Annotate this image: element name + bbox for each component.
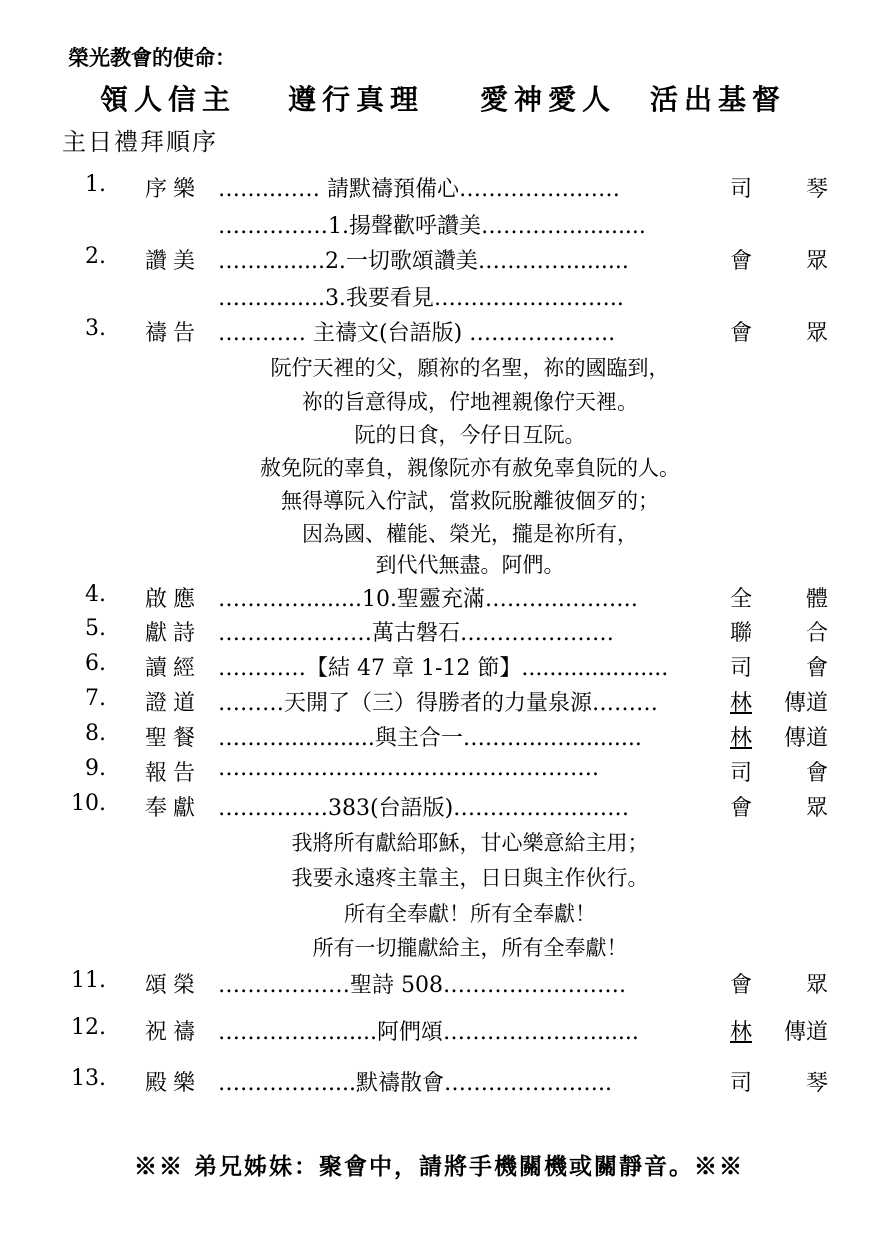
item-number: 1. — [85, 172, 106, 197]
order-item — [0, 791, 878, 823]
item-leader: 會 眾 — [730, 973, 828, 998]
item-number: 7. — [85, 686, 106, 711]
prayer-line: 阮佇天裡的父，願祢的名聖，祢的國臨到， — [270, 356, 670, 380]
item-label: 讀經 — [145, 656, 202, 681]
prayer-line: 祢的旨意得成，佇地裡親像佇天裡。 — [302, 390, 638, 414]
item-label: 讚美 — [145, 249, 202, 274]
phone-notice: ※※ 弟兄姊妹：聚會中，請將手機關機或關靜音。※※ — [133, 1153, 744, 1180]
item-number: 2. — [85, 244, 106, 269]
item-content: ……………....默禱散會………………….. — [218, 1071, 612, 1096]
item-number: 11. — [71, 968, 106, 993]
order-item — [0, 316, 878, 348]
item-content: …….........2.一切歌頌讚美…………......... — [218, 249, 629, 274]
item-number: 12. — [71, 1015, 106, 1040]
order-item — [0, 721, 878, 753]
prayer-line: 因為國、權能、榮光，攏是祢所有， — [302, 522, 638, 546]
item-leader: 會 眾 — [730, 321, 828, 346]
item-content: ………………聖詩 508……………………. — [218, 973, 626, 998]
item-leader: 會 眾 — [730, 249, 828, 274]
offering-lyric-line: 所有全奉獻！所有全奉獻！ — [344, 902, 596, 926]
order-item — [0, 686, 878, 718]
item-leader: 全 體 — [730, 587, 828, 612]
item-label: 報告 — [145, 761, 202, 786]
item-content: …………【結 47 章 1-12 節】..................... — [218, 656, 669, 681]
item-label: 證道 — [145, 691, 202, 716]
order-item — [0, 968, 878, 1000]
item-content: …………….......阿們頌…………………...... — [218, 1020, 639, 1045]
offering-lyric-line: 我要永遠疼主靠主，日日與主作伙行。 — [291, 866, 649, 890]
mission-title: 榮光教會的使命： — [68, 45, 236, 70]
item-leader: 會 眾 — [730, 796, 828, 821]
item-leader: 司 會 — [730, 761, 828, 786]
order-title: 主日禮拜順序 — [62, 128, 218, 156]
prayer-line: 無得導阮入佇試，當救阮脫離彼個歹的； — [281, 489, 659, 513]
item-content: ……..…… 請默禱預備心…………….…… — [218, 177, 620, 202]
order-item — [0, 616, 878, 648]
mission-statement — [100, 78, 790, 116]
prayer-line: 阮的日食，今仔日互阮。 — [354, 423, 586, 447]
order-item — [0, 1015, 878, 1047]
item-label: 啟應 — [145, 587, 202, 612]
item-subline: …….........3.我要看見…………………….. — [218, 286, 624, 311]
item-subline: ……………1.揚聲歡呼讚美…………........... — [218, 214, 646, 239]
prayer-line: 到代代無盡。阿們。 — [375, 553, 565, 577]
item-number: 13. — [71, 1066, 106, 1091]
prayer-line: 赦免阮的辜負，親像阮亦有赦免辜負阮的人。 — [260, 456, 680, 480]
mission-part: 遵行真理 — [288, 83, 425, 116]
item-label: 序樂 — [145, 177, 202, 202]
item-content: ……………………………………………. — [218, 756, 599, 781]
order-item — [0, 582, 878, 614]
item-leader: 林 傳道 — [730, 726, 828, 751]
mission-part: 活出基督 — [650, 83, 787, 116]
mission-part: 愛神愛人 — [480, 83, 617, 116]
item-content: …………........10.聖靈充滿………..………. — [218, 587, 638, 612]
item-number: 9. — [85, 756, 106, 781]
order-item — [0, 172, 878, 204]
item-label: 聖餐 — [145, 726, 202, 751]
offering-lyric-line: 我將所有獻給耶穌，甘心樂意給主用； — [291, 831, 649, 855]
item-number: 4. — [85, 582, 106, 607]
item-leader: 司 琴 — [730, 177, 828, 202]
item-number: 3. — [85, 316, 106, 341]
item-label: 頌榮 — [145, 973, 202, 998]
item-leader: 司 會 — [730, 656, 828, 681]
item-label: 獻詩 — [145, 621, 202, 646]
mission-part: 領人信主 — [100, 83, 237, 116]
order-item — [0, 244, 878, 276]
item-leader: 司 琴 — [730, 1071, 828, 1096]
item-label: 祝禱 — [145, 1020, 202, 1045]
item-content: ……….............與主合一………...….......... — [218, 726, 642, 751]
item-label: 禱告 — [145, 321, 202, 346]
item-number: 5. — [85, 616, 106, 641]
item-number: 10. — [71, 791, 106, 816]
offering-lyric-line: 所有一切攏獻給主，所有全奉獻！ — [312, 936, 628, 960]
item-leader: 聯 合 — [730, 621, 828, 646]
item-leader: 林 傳道 — [730, 691, 828, 716]
item-number: 6. — [85, 651, 106, 676]
item-leader: 林 傳道 — [730, 1020, 828, 1045]
item-content: ………… 主禱文(台語版) ……………….. — [218, 321, 616, 346]
item-content: ………天開了（三）得勝者的力量泉源……… — [218, 691, 659, 716]
item-label: 殿樂 — [145, 1071, 202, 1096]
item-number: 8. — [85, 721, 106, 746]
item-content: …………………萬古磐石………………… — [218, 621, 615, 646]
order-item — [0, 756, 878, 788]
order-item — [0, 651, 878, 683]
order-item — [0, 1066, 878, 1098]
item-content: ……………383(台語版)…………………… — [218, 796, 630, 821]
item-label: 奉獻 — [145, 796, 202, 821]
